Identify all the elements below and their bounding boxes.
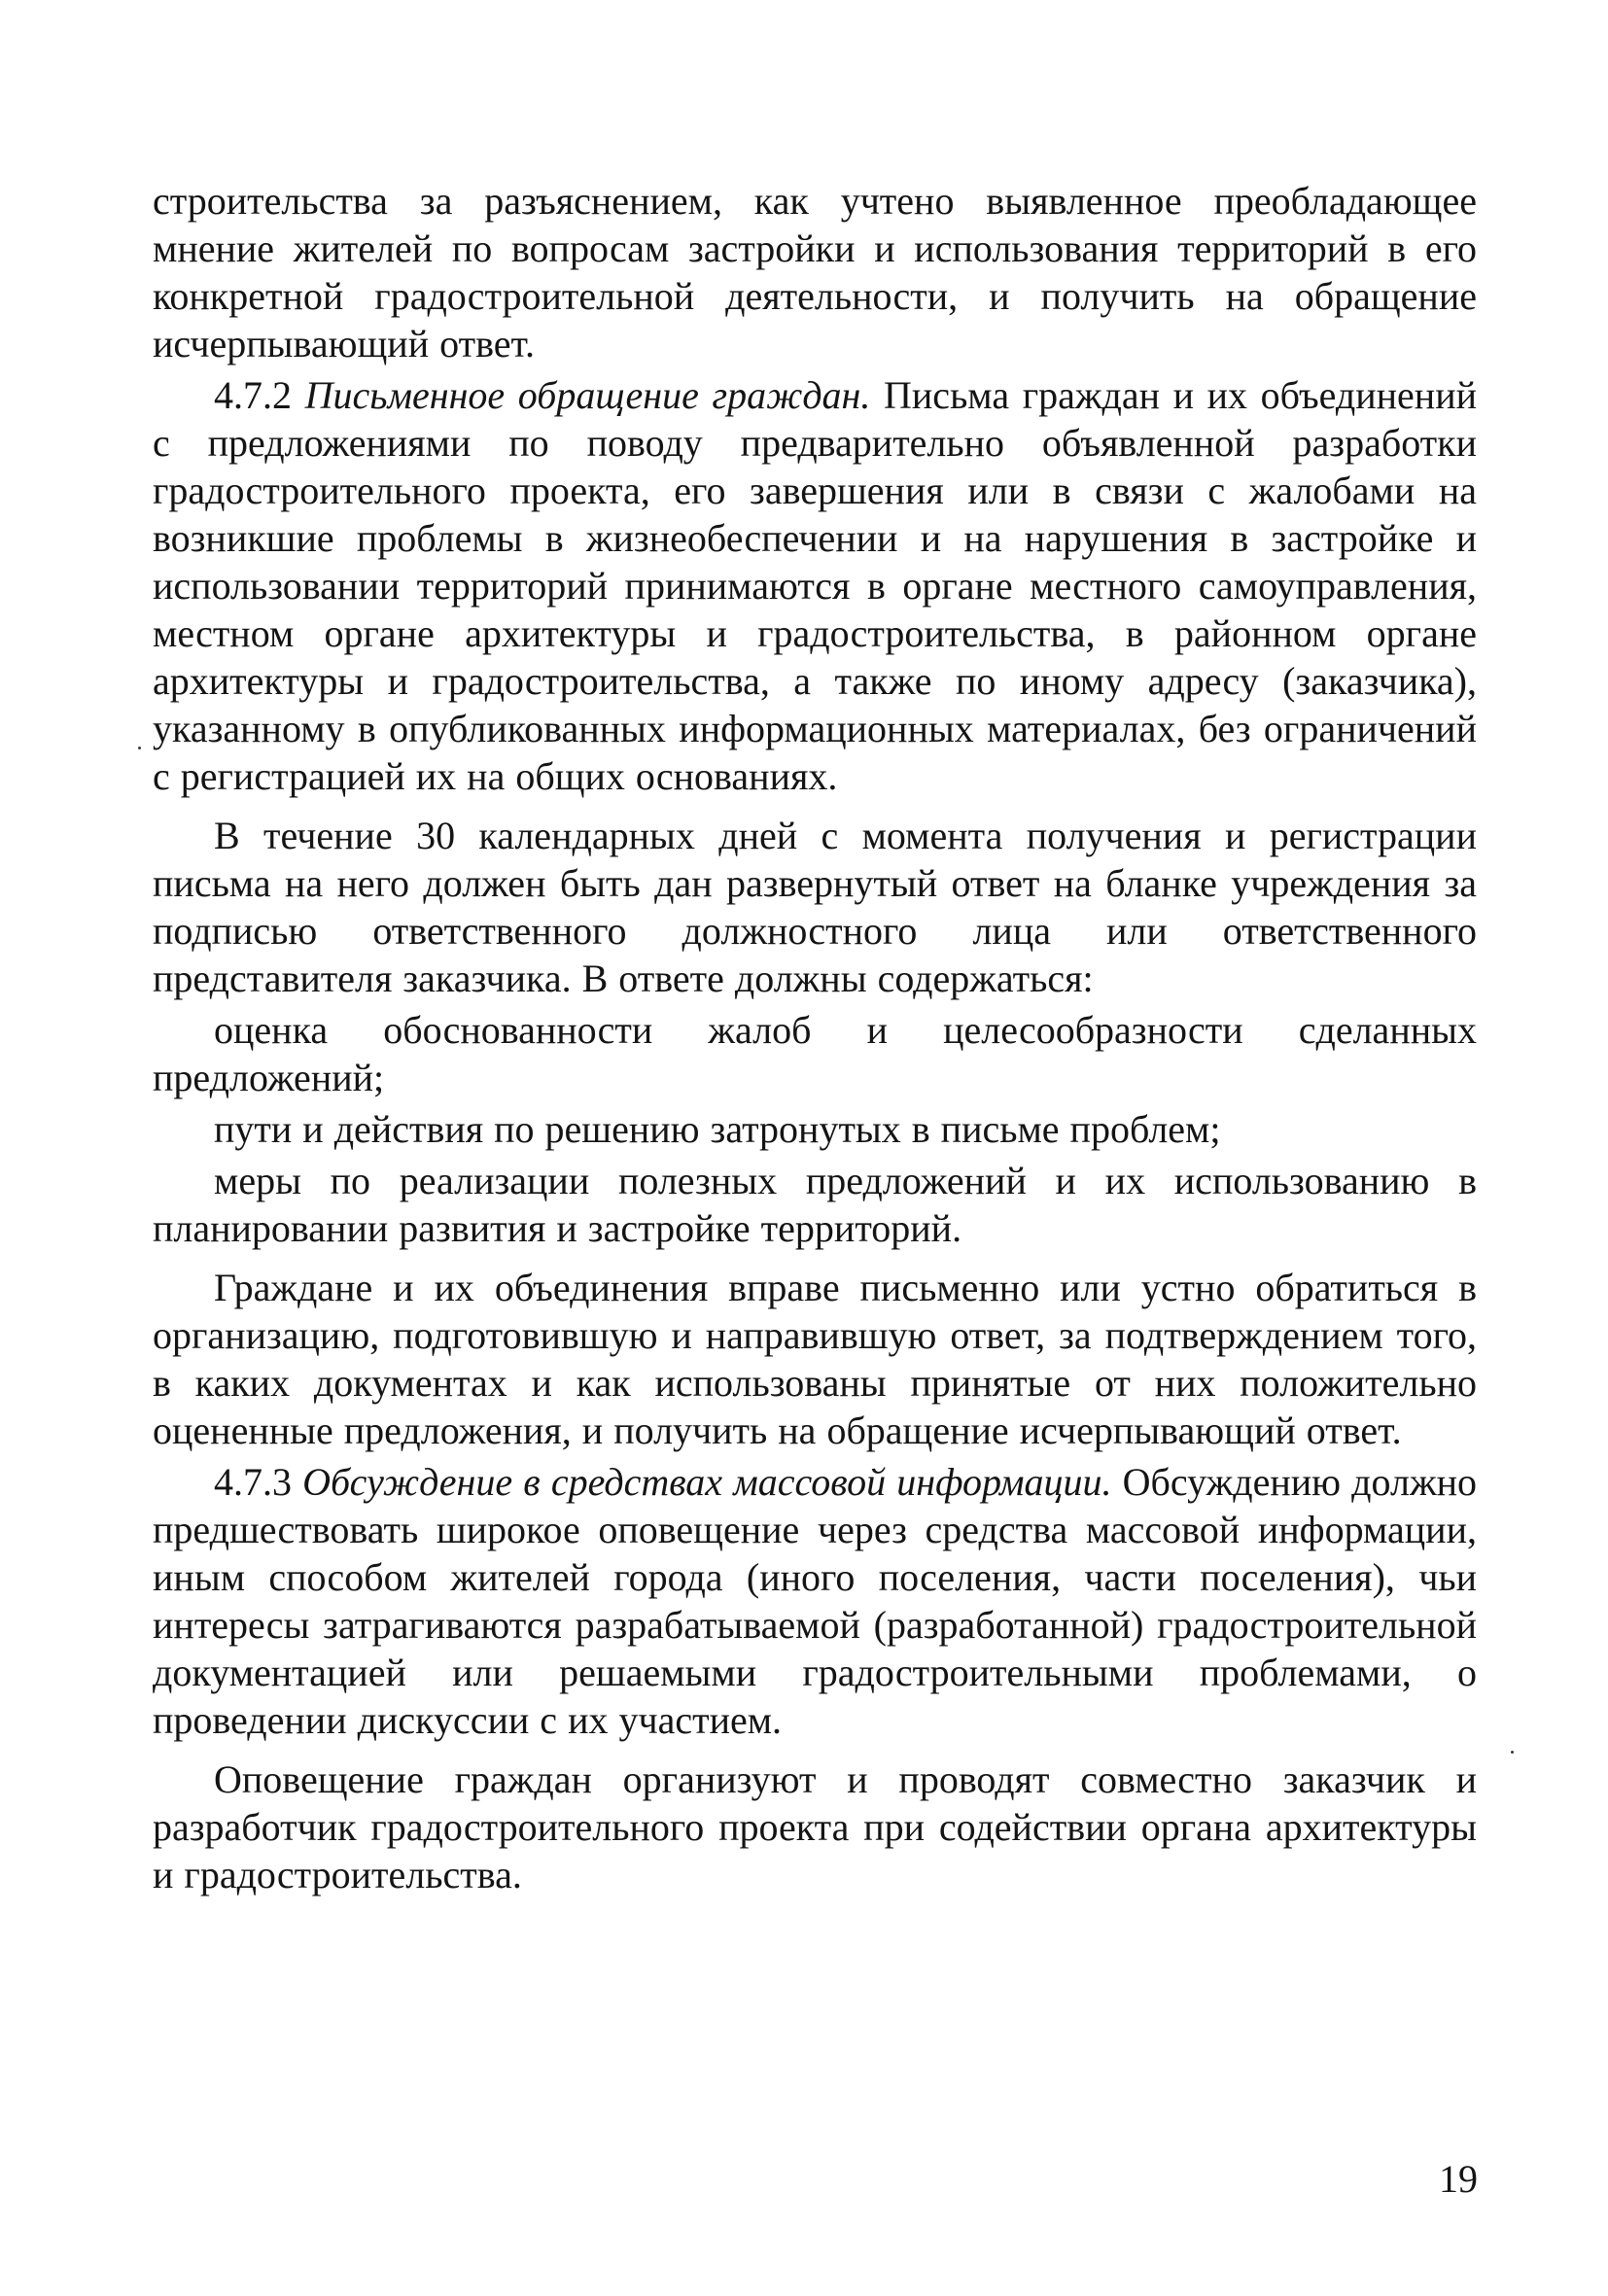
list-item: пути и действия по решению затронутых в письме проблем;	[214, 1107, 1221, 1151]
list-item: оценка обоснованности жалоб и целесообразности сделанных предложений;	[153, 1008, 1477, 1099]
paragraph-text: Обсуждению должно предшествовать широкое оповещение через средства массовой информации, иным способом жителей города (иного поселения, части поселения), чьи интересы затрагиваются разрабатываемой (разработанной) градостроительной документацией или решаемыми градостроительными проблемами, о проведении дискуссии с их участием.	[153, 1460, 1478, 1742]
section-heading: Обсуждение в средствах массовой информации.	[302, 1460, 1112, 1504]
paragraph-continuation: строительства за разъяснением, как учтено выявленное преобладающее мнение жителей по вопросам застройки и использования территорий в его конкретной градостроительной деятельности, и получить на обращение исчерпывающий ответ.	[153, 179, 1477, 365]
section-heading: Письменное обращение граждан.	[304, 373, 871, 417]
paragraph-notification: Оповещение граждан организуют и проводят совместно заказчик и разработчик градостроительного проекта при содействии органа архитектуры и градостроительства.	[153, 1757, 1477, 1896]
list-item: меры по реализации полезных предложений и их использованию в планировании развития и застройке территорий.	[153, 1159, 1477, 1250]
page-number: 19	[1439, 2157, 1478, 2201]
paragraph-text: Письма граждан и их объединений с предложениями по поводу предварительно объявленной разработки градостроительного проекта, его завершения или в связи с жалобами на возникшие проблемы в жизнеобеспечении и на нарушения в застройке и использовании территорий принимаются в органе местного самоуправления, местном органе архитектуры и градостроительства, в районном органе архитектуры и градостроительства, а также по иному адресу (заказчика), указанному в опубликованных информационных материалах, без ограничений с регистрацией их на общих основаниях.	[153, 373, 1478, 798]
paragraph-4-7-3	[153, 1458, 1477, 1744]
paragraph-response-deadline: В течение 30 календарных дней с момента получения и регистрации письма на него должен быть дан развернутый ответ на бланке учреждения за подписью ответственного должностного лица или ответственного представителя заказчика. В ответе должны содержаться:	[153, 814, 1477, 1000]
section-number: 4.7.3	[214, 1460, 292, 1504]
body-text	[153, 177, 1477, 1898]
scan-speck	[1511, 1751, 1514, 1754]
section-number: 4.7.2	[214, 373, 292, 417]
paragraph-citizens-right: Граждане и их объединения вправе письменно или устно обратиться в организацию, подготовившую и направившую ответ, за подтверждением того, в каких документах и как использованы принятые от них положительно оцененные предложения, и получить на обращение исчерпывающий ответ.	[153, 1266, 1477, 1452]
paragraph-4-7-2	[153, 371, 1477, 800]
scan-speck	[138, 747, 141, 749]
